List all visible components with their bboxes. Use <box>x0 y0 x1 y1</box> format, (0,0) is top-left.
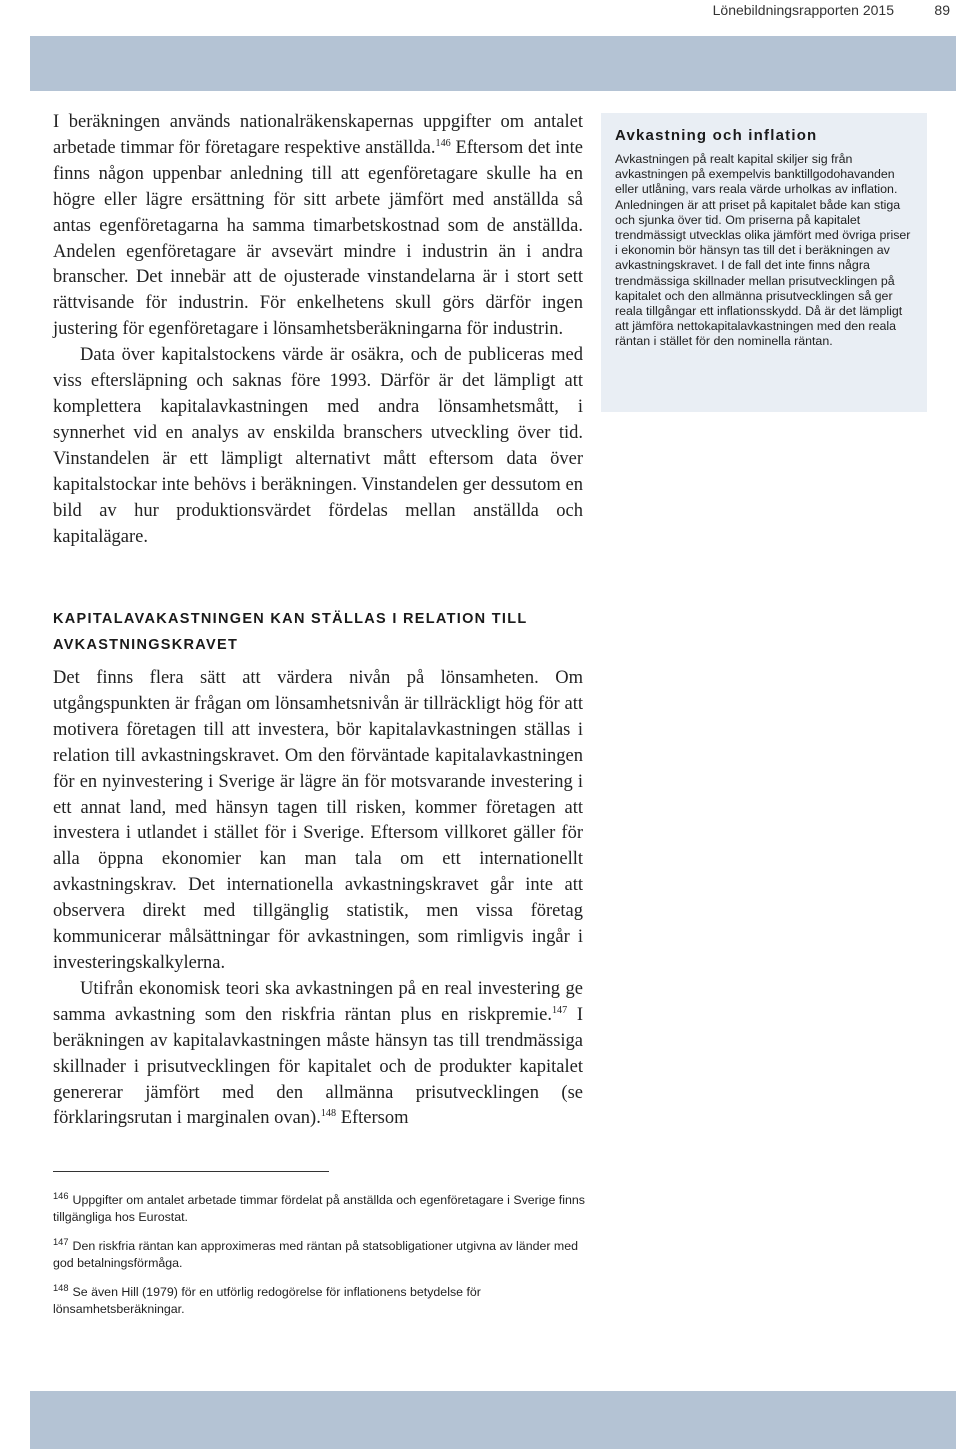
section-paragraph-2: Utifrån ekonomisk teori ska avkastningen på en real investering ge samma avkastning som den riskfria räntan plus en riskpremie.$^{147}$ I beräkningen av kapitalavkastningen måste hänsyn tas till trendmässiga skillnader i prisutvecklingen för kapitalet och de produkter kapitalet genererar jämfört med den allmänna prisutvecklingen (se förklaringsrutan i marginalen ovan).$^{148}$ Eftersom <box>53 978 583 1129</box>
top-decorative-band <box>30 36 956 91</box>
running-title: Lönebildningsrapporten 2015 <box>712 2 894 18</box>
intro-paragraph-1: I beräkningen används nationalräkenskapernas uppgifter om antalet arbetade timmar för företagare respektive anställda.$^{146}$ Eftersom det inte finns någon uppenbar anledning till att egenföretagare skulle ha en högre eller lägre ersättning för sitt arbete jämfört med anställda så antas egenföretagarna ha samma timarbetskostnad som de anställda. Andelen egenföretagare är avsevärt mindre i industrin än i andra branscher. Det innebär att de ojusterade vinstandelarna är i stort sett rättvisande för industrin. För enkelhetens skull görs därför ingen justering för egenföretagare i lönsamhetsberäkningarna för industrin. <box>53 112 584 340</box>
running-header <box>0 0 960 34</box>
footnote-ref-148[interactable]: 148 <box>320 1108 337 1120</box>
footnote-number: 148 <box>53 1282 69 1293</box>
intro-text <box>53 110 583 550</box>
footnote-148 <box>53 1284 593 1318</box>
sidebar-text: Avkastningen på realt kapital skiljer sig från avkastningen på exempelvis banktillgodohavanden eller utlåning, vars reala värde urholkas av inflation. Anledningen är att priset på kapitalet både kan stiga och sjunka över tid. Om priserna på kapitalet trendmässigt utvecklas olika jämfört med övriga priser i ekonomin bör hänsyn tas till det i beräkningen av avkastningskravet. I de fall det inte finns några trendmässiga skillnader mellan prisutvecklingen på kapitalet och den allmänna prisutvecklingen så ger reala tillgångar ett inflationsskydd. Då är det lämpligt att jämföra nettokapitalavkastningen med den reala räntan i stället för den nominella räntan. <box>615 152 911 349</box>
sidebar-box <box>601 113 927 412</box>
footnote-ref-146[interactable]: 146 <box>435 137 451 149</box>
footnote-146 <box>53 1192 593 1226</box>
sidebar-title: Avkastning och inflation <box>615 127 818 144</box>
footnote-text: Se även Hill (1979) för en utförlig redogörelse för inflationens betydelse för lönsamhetsberäkningar. <box>53 1285 481 1316</box>
section-heading: KAPITALAVAKASTNINGEN KAN STÄLLAS I RELATION TILL AVKASTNINGSKRAVET <box>53 611 528 653</box>
footnote-text: Den riskfria räntan kan approximeras med räntan på statsobligationer utgivna av länder med god betalningsförmåga. <box>53 1239 579 1270</box>
bottom-decorative-band <box>30 1391 956 1449</box>
footnote-147 <box>53 1238 593 1272</box>
footnote-divider <box>53 1171 329 1172</box>
footnote-number: 147 <box>53 1236 69 1247</box>
intro-paragraph-2: Data över kapitalstockens värde är osäkra, och de publiceras med viss eftersläpning och saknas före 1993. Därför är det lämpligt att komplettera kapitalavkastningen med andra lönsamhetsmått, i synnerhet vid en analys av enskilda branschers utveckling över tid. Vinstandelen är ett lämpligt alternativt mått eftersom data över kapitalstockar inte behövs i beräkningen. Vinstandelen ger dessutom en bild av hur produktionsvärdet fördelas mellan anställda och kapitalägare. <box>53 345 583 547</box>
section-paragraph-1: Det finns flera sätt att värdera nivån på lönsamheten. Om utgångspunkten är frågan om lönsamhetsnivån är tillräckligt hög för att motivera företagen till att investera, bör kapitalavkastningen ställas i relation till avkastningskravet. Om den förväntade kapitalavkastningen för en nyinvestering i Sverige är lägre än för motsvarande investering i ett annat land, med hänsyn tagen till risken, kommer företagen att investera i utlandet i stället för i Sverige. Eftersom villkoret gäller för alla öppna ekonomier kan man tala om ett internationellt avkastningskrav. Det internationella avkastningskravet går inte att observera direkt med tillgänglig statistik, men vissa företag kommunicerar målsättningar för avkastningen, som rimligvis ingår i investeringskalkylerna. <box>53 668 583 973</box>
footnote-number: 146 <box>53 1190 69 1201</box>
footnote-text: Uppgifter om antalet arbetade timmar fördelat på anställda och egenföretagare i Sverige finns tillgängliga hos Eurostat. <box>53 1193 585 1224</box>
footnote-ref-147[interactable]: 147 <box>551 1004 568 1016</box>
footnotes <box>53 1192 593 1330</box>
page-number: 89 <box>934 2 950 18</box>
section-text <box>53 666 583 1132</box>
